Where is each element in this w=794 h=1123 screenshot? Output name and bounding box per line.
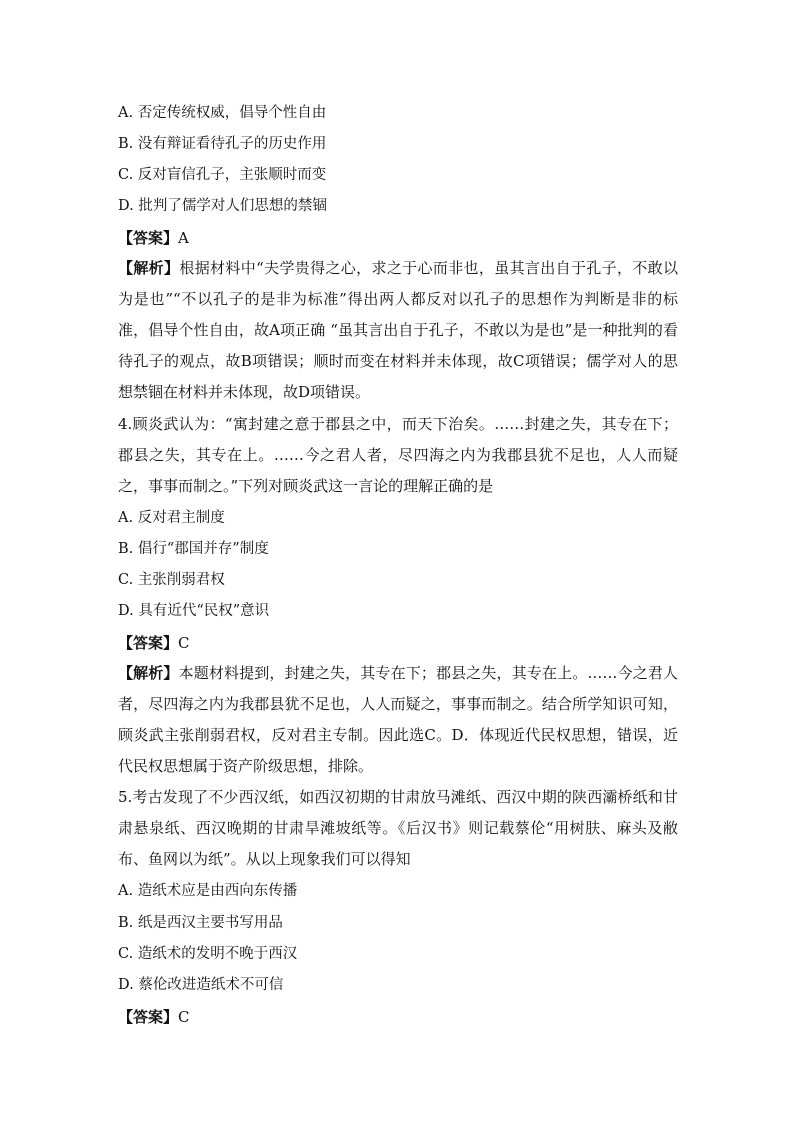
answer-tag: 【答案】 [118,229,179,247]
analysis-text: 本题材料提到，封建之失，其专在下；郡县之失，其专在上。……今之君人者，尽四海之内为我郡县犹不足也，人人而疑之，事事而制之。结合所学知识可知，顾炎武主张削弱君权，反对君主专制。因此选C。D．体现近代民权思想，错误，近代民权思想属于资产阶级思想，排除。 [118,664,678,775]
q5-answer [118,1007,190,1027]
q4-option-a: A. 反对君主制度 [118,510,225,526]
q3-answer [118,228,189,248]
q5-option-b: B. 纸是西汉主要书写用品 [118,915,283,931]
q5-option-a: A. 造纸术应是由西向东传播 [118,883,298,899]
q5-option-c: C. 造纸术的发明不晚于西汉 [118,946,298,962]
analysis-tag: 【解析】 [118,664,179,682]
q3-option-d: D. 批判了儒学对人们思想的禁锢 [118,198,327,214]
answer-value: C [178,1008,190,1026]
q4-stem: 4.顾炎武认为：“寓封建之意于郡县之中，而天下治矣。……封建之失，其专在下；郡县之失，其专在上。……今之君人者，尽四海之内为我郡县犹不足也，人人而疑之，事事而制之。”下列对顾炎武这一言论的理解正确的是 [118,415,678,495]
q4-option-b: B. 倡行“郡国并存”制度 [118,541,269,557]
q4-answer [118,633,190,653]
answer-value: C [178,634,190,652]
answer-value: A [178,229,189,247]
q3-analysis [118,253,678,408]
q3-option-b: B. 没有辩证看待孔子的历史作用 [118,136,327,152]
q5-option-d: D. 蔡伦改进造纸术不可信 [118,977,284,993]
answer-tag: 【答案】 [118,634,179,652]
q3-option-a: A. 否定传统权威，倡导个性自由 [118,105,327,121]
q4-option-d: D. 具有近代“民权”意识 [118,603,270,619]
q4-analysis [118,658,678,782]
answer-tag: 【答案】 [118,1008,179,1026]
q3-option-c: C. 反对盲信孔子，主张顺时而变 [118,167,327,183]
q5-stem: 5.考古发现了不少西汉纸，如西汉初期的甘肃放马滩纸、西汉中期的陕西灞桥纸和甘肃悬泉纸、西汉晚期的甘肃旱滩坡纸等。《后汉书》则记载蔡伦“用树肤、麻头及敝布、鱼网以为纸”。从以上现象我们可以得知 [118,788,678,868]
q4-option-c: C. 主张削弱君权 [118,572,225,588]
analysis-text: 根据材料中“夫学贵得之心，求之于心而非也，虽其言出自于孔子，不敢以为是也”“不以孔子的是非为标准”得出两人都反对以孔子的思想作为判断是非的标准，倡导个性自由，故A项正确 “虽其言出自于孔子，不敢以为是也”是一种批判的看待孔子的观点，故B项错误；顺时而变在材料并未体现，故C项错误；儒学对人的思想禁锢在材料并未体现，故D项错误。 [118,259,678,401]
analysis-tag: 【解析】 [118,259,180,277]
